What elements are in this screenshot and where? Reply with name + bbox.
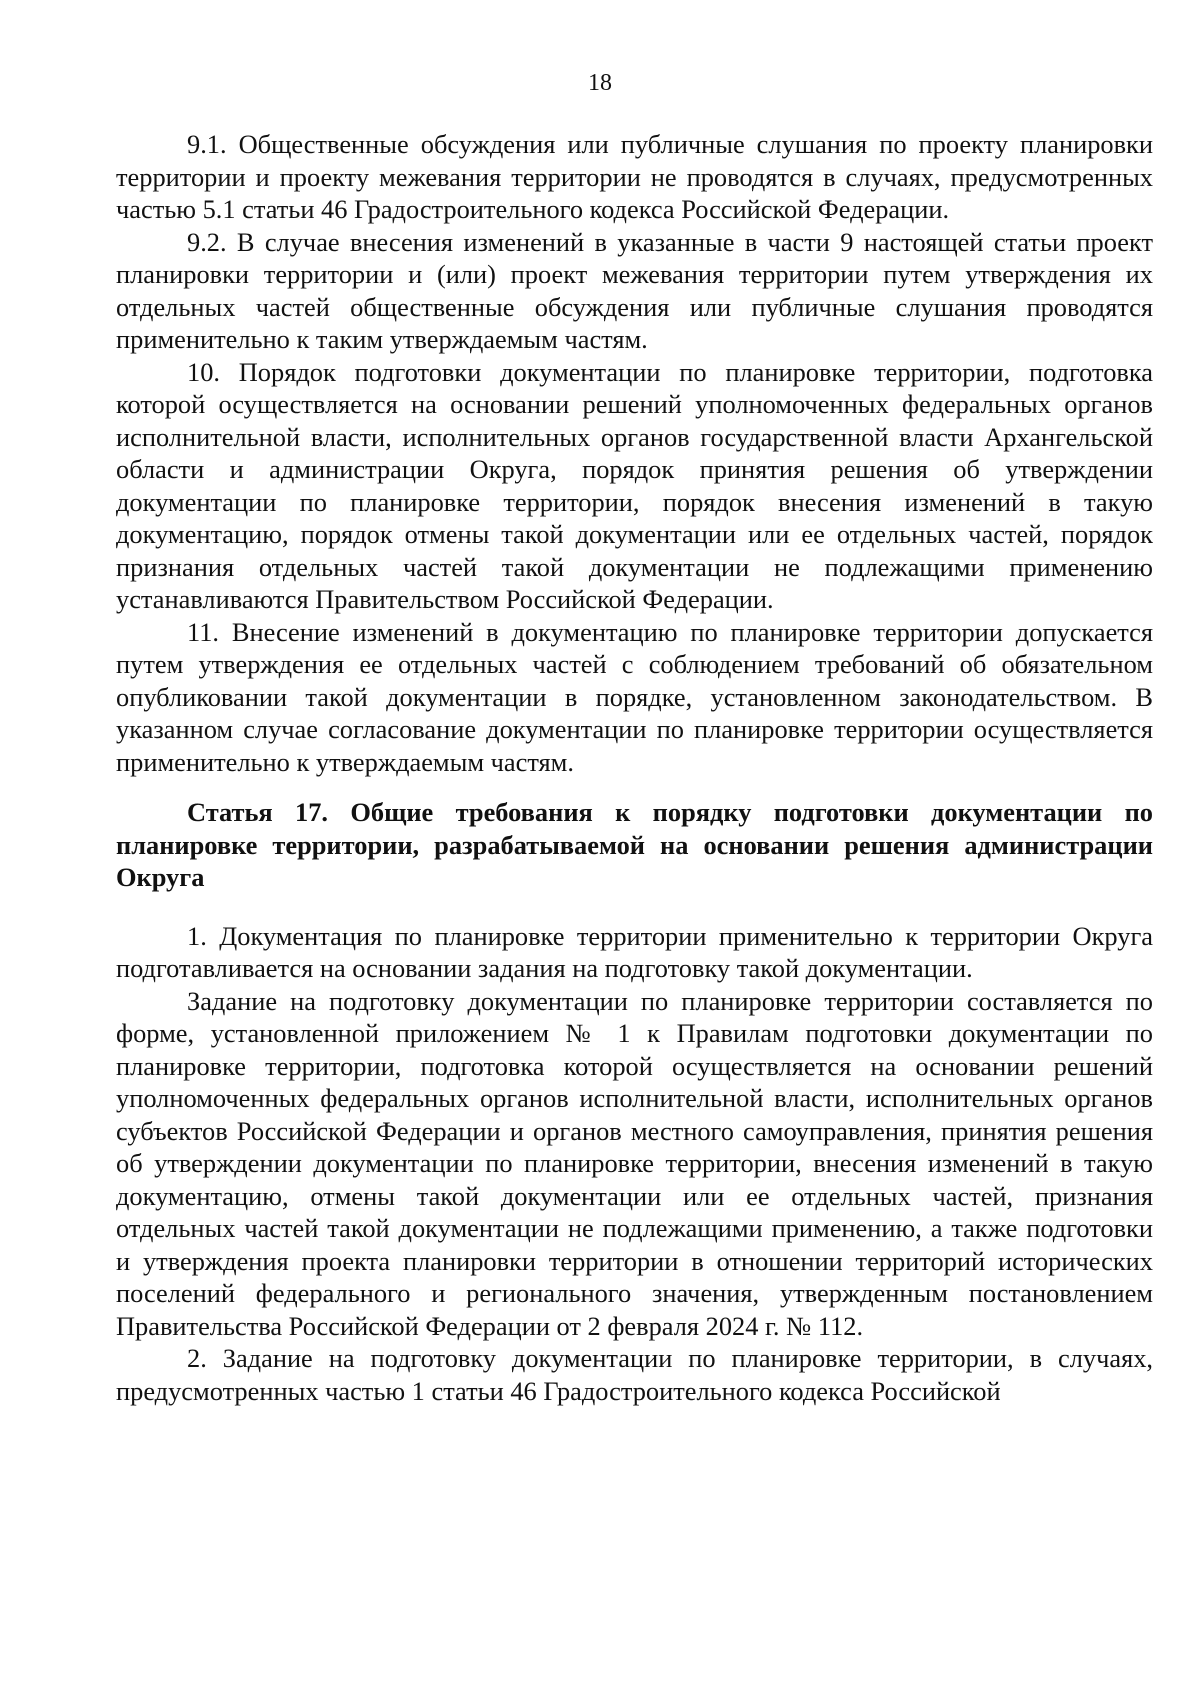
paragraph-9-1: 9.1. Общественные обсуждения или публичные слушания по проекту планировки территории и проекту межевания территории не проводятся в случаях, предусмотренных частью 5.1 статьи 46 Градостроительного кодекса Российской Федерации. xyxy=(116,129,1153,224)
paragraph-10: 10. Порядок подготовки документации по планировке территории, подготовка которой осуществляется на основании решений уполномоченных федеральных органов исполнительной власти, исполнительных органов государственной власти Архангельской области и администрации Округа, порядок принятия решения об утверждении документации по планировке территории, порядок внесения изменений в такую документацию, порядок отмены такой документации или ее отдельных частей, порядок признания отдельных частей такой документации не подлежащими применению устанавливаются Правительством Российской Федерации. xyxy=(116,356,1153,614)
paragraph-11: 11. Внесение изменений в документацию по планировке территории допускается путем утверждения ее отдельных частей с соблюдением требований об обязательном опубликовании такой документации в порядке, установленном законодательством. В указанном случае согласование документации по планировке территории осуществляется применительно к утверждаемым частям. xyxy=(116,616,1153,777)
article-17-paragraph-assignment: Задание на подготовку документации по планировке территории составляется по форме, установленной приложением № 1 к Правилам подготовки документации по планировке территории, подготовка которой осуществляется на основании решений уполномоченных федеральных органов исполнительной власти, исполнительных органов субъектов Российской Федерации и органов местного самоуправления, принятия решения об утверждении документации по планировке территории, внесения изменений в такую документацию, отмены такой документации или ее отдельных частей, признания отдельных частей такой документации не подлежащими применению, а также подготовки и утверждения проекта планировки территории в отношении территорий исторических поселений федерального и регионального значения, утвержденным постановлением Правительства Российской Федерации от 2 февраля 2024 г. № 112. xyxy=(116,985,1153,1341)
article-17-heading: Статья 17. Общие требования к порядку подготовки документации по планировке территории, разрабатываемой на основании решения администрации Округа xyxy=(116,797,1153,892)
document-body xyxy=(116,128,1153,1407)
page-number: 18 xyxy=(588,70,612,96)
article-17-paragraph-2: 2. Задание на подготовку документации по планировке территории, в случаях, предусмотренных частью 1 статьи 46 Градостроительного кодекса Российской xyxy=(116,1343,1153,1406)
paragraph-9-2: 9.2. В случае внесения изменений в указанные в части 9 настоящей статьи проект планировки территории и (или) проект межевания территории путем утверждения их отдельных частей общественные обсуждения или публичные слушания проводятся применительно к таким утверждаемым частям. xyxy=(116,226,1153,354)
article-17-paragraph-1: 1. Документация по планировке территории применительно к территории Округа подготавливается на основании задания на подготовку такой документации. xyxy=(116,920,1153,983)
